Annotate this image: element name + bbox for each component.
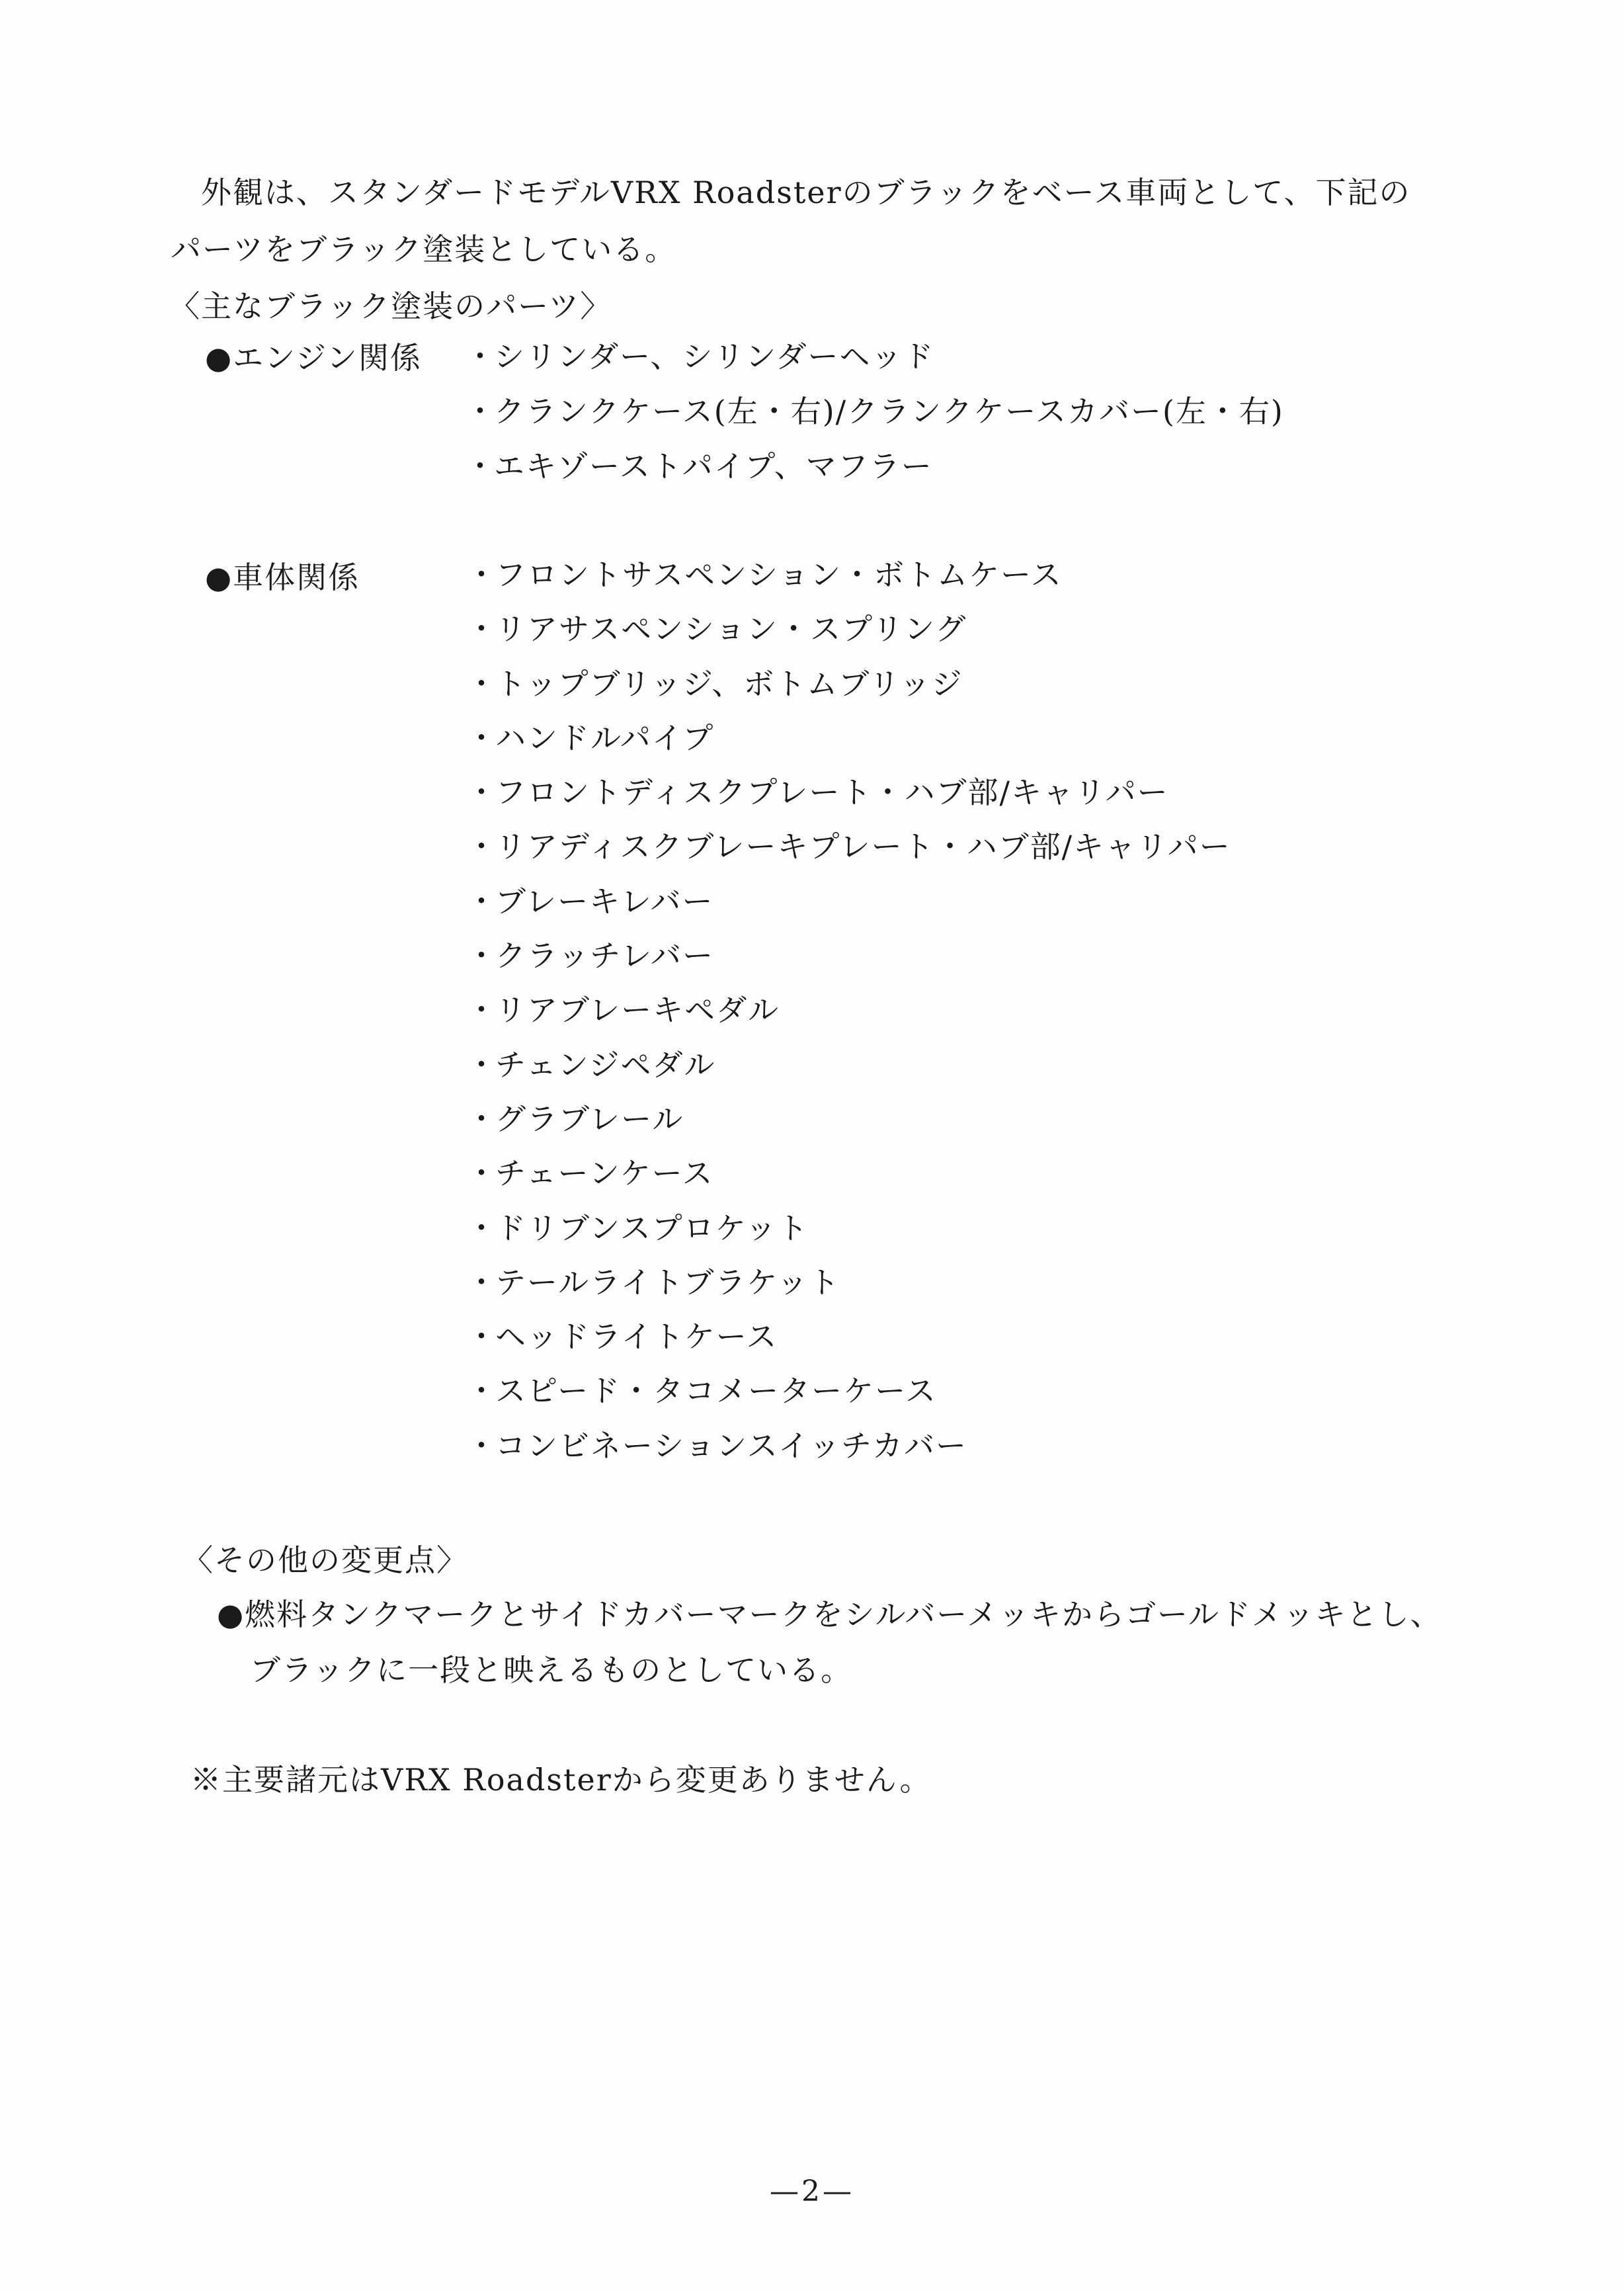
list-item: ・リアディスクブレーキプレート・ハブ部/キャリパー (466, 829, 1231, 865)
list-item: ・ハンドルパイプ (466, 720, 715, 756)
list-item: ・コンビネーションスイッチカバー (466, 1427, 968, 1464)
engine-section-label: ●エンジン関係 (205, 340, 422, 376)
engine-parts-list (465, 341, 1284, 506)
list-item: ・クラッチレバー (466, 938, 714, 974)
other-changes-line-2: ブラックに一段と映えるものとしている。 (250, 1652, 853, 1688)
list-item: ・リアサスペンション・スプリング (466, 611, 967, 647)
body-parts-list (466, 557, 1231, 1485)
list-item: ・チェーンケース (466, 1155, 714, 1192)
other-changes-line-1: ●燃料タンクマークとサイドカバーマークをシルバーメッキからゴールドメッキとし、 (217, 1597, 1442, 1632)
list-item: ・フロントサスペンション・ボトムケース (466, 557, 1063, 593)
list-item: ・クランクケース(左・右)/クランクケースカバー(左・右) (465, 394, 1284, 429)
list-item: ・ブレーキレバー (466, 883, 714, 919)
list-item: ・ドリブンスプロケット (466, 1210, 809, 1246)
main-parts-heading: 〈主なブラック塗装のパーツ〉 (169, 288, 612, 324)
list-item: ・スピード・タコメーターケース (466, 1373, 937, 1409)
intro-line-1: 外観は、スタンダードモデルVRX Roadsterのブラックをベース車両として、下記の (201, 175, 1411, 210)
page-number: —2— (770, 2175, 854, 2208)
list-item: ・フロントディスクプレート・ハブ部/キャリパー (466, 774, 1169, 811)
list-item: ・グラブレール (466, 1101, 684, 1137)
list-item: ・リアブレーキペダル (466, 992, 780, 1028)
list-item: ・トップブリッジ、ボトムブリッジ (466, 665, 963, 702)
list-item: ・ヘッドライトケース (466, 1319, 778, 1355)
specs-note: ※主要諸元はVRX Roadsterから変更ありません。 (190, 1762, 932, 1798)
list-item: ・エキゾーストパイプ、マフラー (465, 448, 933, 484)
list-item: ・シリンダー、シリンダーヘッド (465, 339, 935, 374)
body-section-label: ●車体関係 (205, 560, 360, 595)
list-item: ・チェンジペダル (466, 1046, 716, 1083)
intro-line-2: パーツをブラック塗装としている。 (171, 231, 677, 267)
other-changes-heading: 〈その他の変更点〉 (183, 1542, 468, 1578)
list-item: ・テールライトブラケット (466, 1264, 841, 1300)
